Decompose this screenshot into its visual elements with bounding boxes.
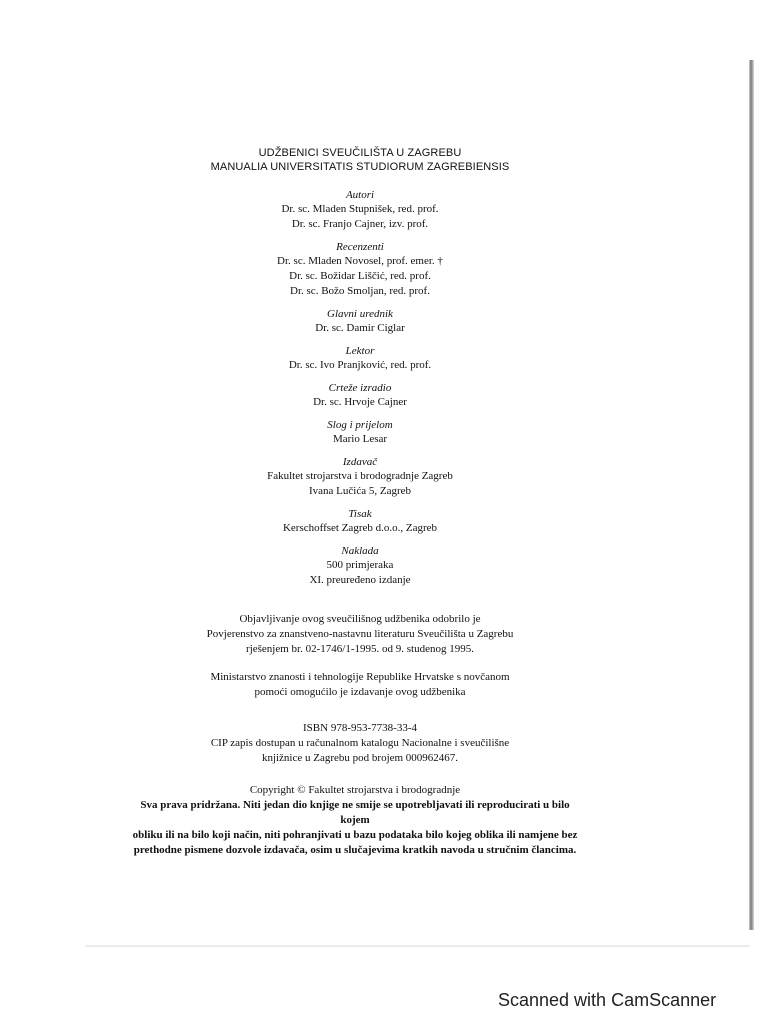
ministry-paragraph xyxy=(150,670,570,700)
credit-role: Slog i prijelom xyxy=(327,419,393,431)
credit-name: Dr. sc. Ivo Pranjković, red. prof. xyxy=(288,359,432,371)
credit-name: Dr. sc. Mladen Novosel, prof. emer. † xyxy=(277,255,443,267)
credit-block xyxy=(150,544,570,588)
credit-role: Tisak xyxy=(348,508,372,520)
credits-list xyxy=(150,188,570,588)
credit-name: Ivana Lučića 5, Zagreb xyxy=(309,485,411,497)
credit-block xyxy=(150,240,570,299)
approval-line: rješenjem br. 02-1746/1-1995. od 9. studenog 1995. xyxy=(246,643,474,655)
credit-name: Dr. sc. Božidar Liščić, red. prof. xyxy=(289,270,431,282)
credit-block xyxy=(150,507,570,536)
credit-role: Naklada xyxy=(341,545,379,557)
credit-role: Izdavač xyxy=(342,456,378,468)
isbn-paragraph xyxy=(150,721,570,766)
credit-role: Lektor xyxy=(345,345,375,357)
isbn-number: ISBN 978-953-7738-33-4 xyxy=(303,722,417,734)
credit-name: 500 primjeraka xyxy=(326,559,394,571)
camscanner-watermark: Scanned with CamScanner xyxy=(498,990,717,1010)
credit-block xyxy=(150,188,570,232)
copyright-line: prethodne pismene dozvole izdavača, osim u slučajevima kratkih navoda u stručnim člancima. xyxy=(133,844,577,856)
credit-name: Kerschoffset Zagreb d.o.o., Zagreb xyxy=(282,522,438,534)
credit-name: Dr. sc. Mladen Stupnišek, red. prof. xyxy=(281,203,439,215)
credit-block xyxy=(150,455,570,499)
ministry-line: Ministarstvo znanosti i tehnologije Republike Hrvatske s novčanom xyxy=(210,671,510,683)
credit-block xyxy=(150,418,570,447)
copyright-title: Copyright © Fakultet strojarstva i brodogradnje xyxy=(249,784,461,796)
approval-section xyxy=(150,612,570,766)
credit-name: Dr. sc. Franjo Cajner, izv. prof. xyxy=(291,218,429,230)
credit-name: Mario Lesar xyxy=(332,433,388,445)
copyright-line: obliku ili na bilo koji način, niti pohranjivati u bazu podataka bilo kojeg oblika ili namjene bez xyxy=(132,829,578,841)
credit-role: Autori xyxy=(345,189,375,201)
approval-line: Objavljivanje ovog sveučilišnog udžbenika odobrilo je xyxy=(239,613,481,625)
page-edge-shadow xyxy=(749,60,754,930)
cip-line: knjižnice u Zagrebu pod brojem 000962467. xyxy=(261,752,459,764)
ministry-line: pomoći omogućilo je izdavanje ovog udžbenika xyxy=(254,686,466,698)
series-title-latin: MANUALIA UNIVERSITATIS STUDIORUM ZAGREBIENSIS xyxy=(210,161,510,173)
copyright-line: Sva prava pridržana. Niti jedan dio knjige ne smije se upotrebljavati ili reproducirati u bilo kojem xyxy=(140,799,570,826)
credit-role: Crteže izradio xyxy=(328,382,392,394)
credit-name: Fakultet strojarstva i brodogradnje Zagreb xyxy=(267,470,453,482)
credit-block xyxy=(150,344,570,373)
credit-block xyxy=(150,381,570,410)
credit-name: Dr. sc. Hrvoje Cajner xyxy=(313,396,407,408)
approval-line: Povjerenstvo za znanstveno-nastavnu literaturu Sveučilišta u Zagrebu xyxy=(206,628,514,640)
imprint-page xyxy=(150,146,570,779)
credit-block xyxy=(150,307,570,336)
copyright-section xyxy=(125,782,585,858)
credit-name: Dr. sc. Božo Smoljan, red. prof. xyxy=(290,285,430,297)
series-title-croatian: UDŽBENICI SVEUČILIŠTA U ZAGREBU xyxy=(258,147,462,159)
credit-role: Glavni urednik xyxy=(327,308,393,320)
credit-role: Recenzenti xyxy=(336,241,384,253)
credit-name: XI. preuređeno izdanje xyxy=(309,574,411,586)
page-bottom-edge xyxy=(85,945,750,947)
cip-line: CIP zapis dostupan u računalnom katalogu Nacionalne i sveučilišne xyxy=(210,737,510,749)
credit-name: Dr. sc. Damir Ciglar xyxy=(315,322,405,334)
approval-paragraph xyxy=(150,612,570,657)
